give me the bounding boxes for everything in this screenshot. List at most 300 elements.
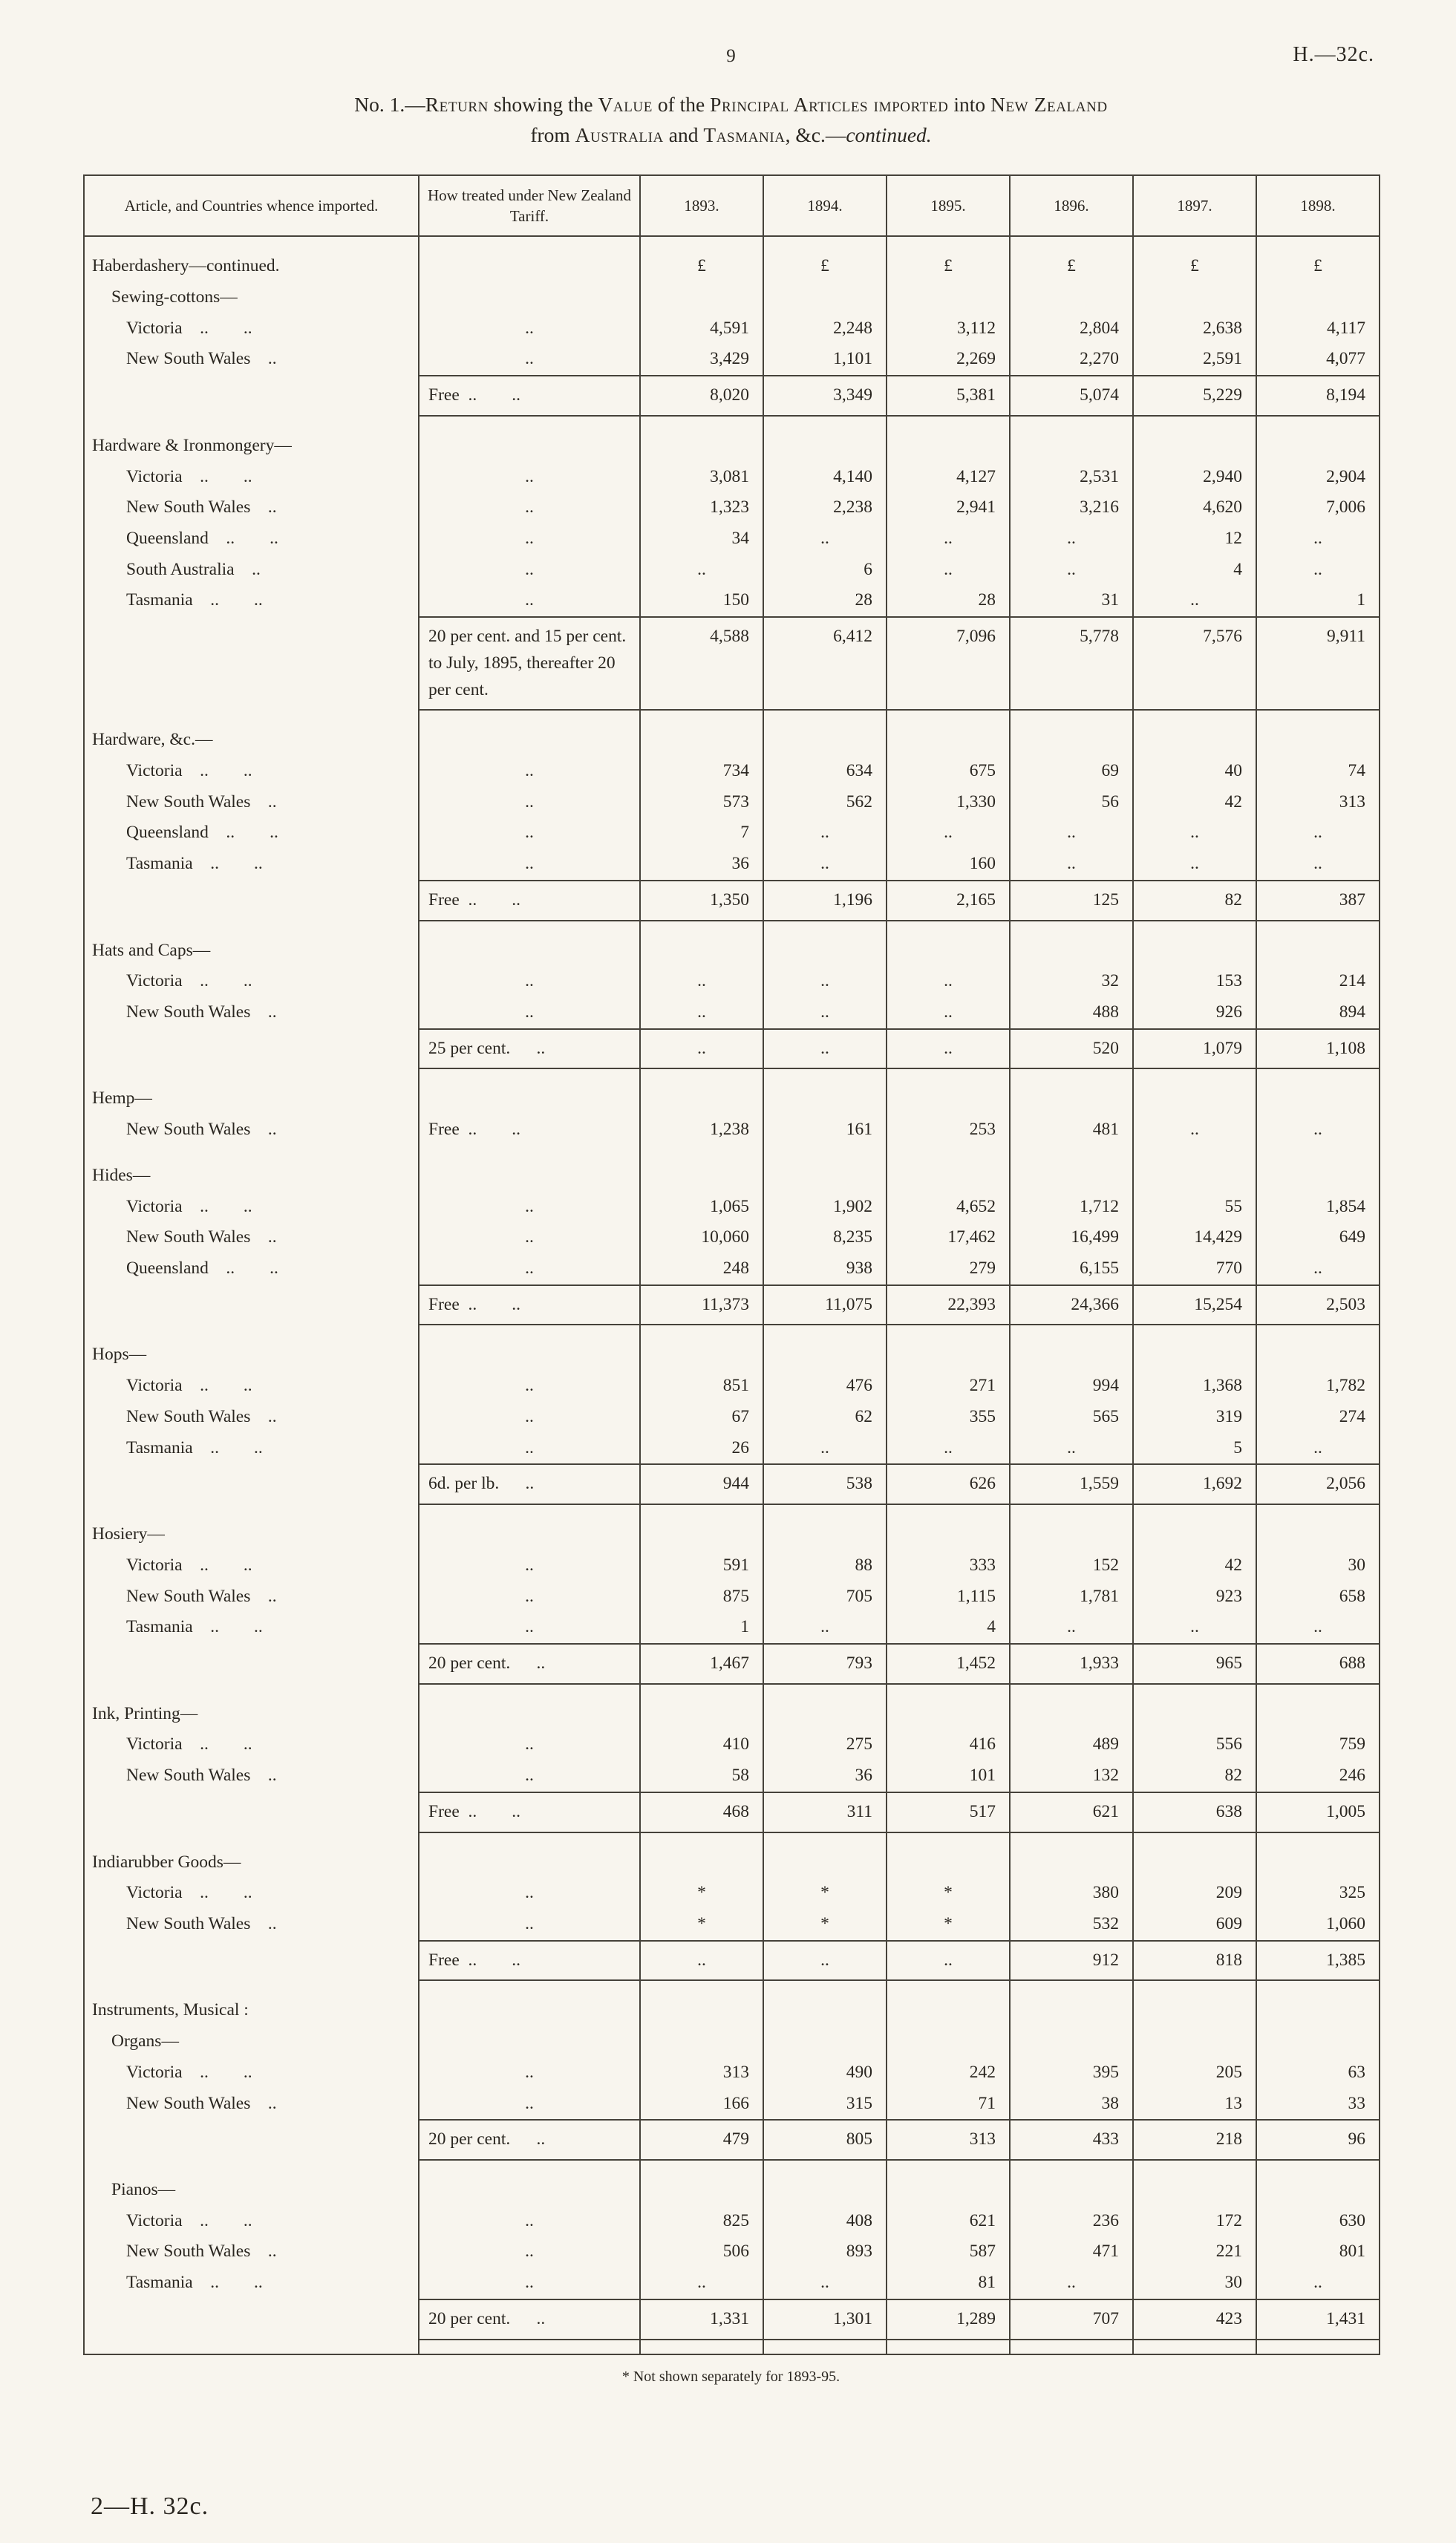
value-cell	[1256, 1699, 1380, 1730]
value-cell: 2,591	[1133, 344, 1256, 376]
value-cell	[763, 1146, 887, 1160]
value-cell: 71	[887, 2089, 1010, 2121]
value-cell: 5	[1133, 1433, 1256, 1465]
article-cell	[84, 1325, 419, 1339]
value-cell	[887, 1504, 1010, 1519]
tariff-cell: ..	[419, 462, 640, 493]
tariff-cell	[419, 1832, 640, 1847]
value-cell	[887, 1995, 1010, 2026]
value-cell: 1,431	[1256, 2299, 1380, 2340]
table-row	[84, 787, 1380, 818]
value-cell: 161	[763, 1114, 887, 1146]
value-cell	[1010, 416, 1133, 431]
table-gap-row	[84, 416, 1380, 431]
article-cell	[84, 1068, 419, 1083]
value-cell	[1133, 1146, 1256, 1160]
article-cell	[84, 1285, 419, 1325]
title-segment: showing the	[489, 93, 598, 116]
tariff-cell	[419, 1519, 640, 1550]
value-cell	[887, 2026, 1010, 2057]
value-cell	[1133, 1519, 1256, 1550]
value-cell: ..	[1256, 817, 1380, 849]
article-cell: Victoria .. ..	[126, 1376, 252, 1396]
value-cell	[887, 1832, 1010, 1847]
table-row	[84, 881, 1380, 921]
value-cell	[763, 1980, 887, 1995]
article-cell	[84, 236, 419, 251]
value-cell: £	[887, 251, 1010, 282]
value-cell	[640, 710, 763, 725]
value-cell	[763, 1832, 887, 1847]
value-cell	[640, 1847, 763, 1878]
tariff-cell	[419, 1325, 640, 1339]
article-cell: Pianos—	[111, 2180, 176, 2199]
value-cell: 8,194	[1256, 376, 1380, 416]
table-row	[84, 1941, 1380, 1981]
value-cell: 1,065	[640, 1192, 763, 1223]
value-cell	[1133, 1847, 1256, 1878]
table-row	[84, 1792, 1380, 1832]
value-cell: 2,940	[1133, 462, 1256, 493]
value-cell	[887, 1847, 1010, 1878]
value-cell: ..	[887, 1433, 1010, 1465]
value-cell: 4,140	[763, 462, 887, 493]
value-cell	[1256, 236, 1380, 251]
article-cell: New South Wales ..	[126, 1766, 277, 1786]
value-cell: 4,077	[1256, 344, 1380, 376]
article-cell	[84, 2340, 419, 2354]
value-cell: 4,127	[887, 462, 1010, 493]
table-row	[84, 2026, 1380, 2057]
tariff-cell	[419, 2160, 640, 2175]
value-cell: £	[763, 251, 887, 282]
value-cell	[1010, 2175, 1133, 2206]
value-cell: 2,238	[763, 492, 887, 523]
table-row	[84, 1729, 1380, 1760]
value-cell: ..	[1010, 1433, 1133, 1465]
value-cell	[640, 921, 763, 936]
value-cell	[1133, 725, 1256, 756]
article-cell	[84, 1504, 419, 1519]
tariff-cell: ..	[419, 1222, 640, 1253]
value-cell	[763, 416, 887, 431]
value-cell: *	[887, 1909, 1010, 1941]
return-title	[83, 89, 1379, 151]
value-cell	[1010, 725, 1133, 756]
article-cell	[84, 2120, 419, 2160]
table-row	[84, 997, 1380, 1029]
tariff-cell: ..	[419, 2089, 640, 2121]
title-segment: continued.	[846, 123, 932, 147]
value-cell: 6,155	[1010, 1253, 1133, 1285]
tariff-cell: ..	[419, 2268, 640, 2299]
tariff-cell: Free .. ..	[419, 1792, 640, 1832]
value-cell: 1,331	[640, 2299, 763, 2340]
tariff-cell: ..	[419, 1371, 640, 1402]
value-cell: ..	[640, 997, 763, 1029]
value-cell: 3,216	[1010, 492, 1133, 523]
value-cell	[763, 1068, 887, 1083]
value-cell	[887, 1684, 1010, 1699]
value-cell	[887, 431, 1010, 462]
value-cell: 221	[1133, 2236, 1256, 2268]
page-header	[83, 43, 1379, 73]
value-cell: ..	[763, 2268, 887, 2299]
article-cell	[84, 1832, 419, 1847]
article-cell: Instruments, Musical :	[92, 2000, 249, 2020]
value-cell	[1010, 1995, 1133, 2026]
value-cell: 2,165	[887, 881, 1010, 921]
value-cell: 7	[640, 817, 763, 849]
value-cell	[763, 282, 887, 313]
title-segment: into	[948, 93, 990, 116]
table-row	[84, 1612, 1380, 1644]
title-segment: Australia	[575, 123, 664, 147]
value-cell	[763, 236, 887, 251]
table-row	[84, 1371, 1380, 1402]
tariff-cell	[419, 1068, 640, 1083]
col-header-1896: 1896.	[1010, 175, 1133, 237]
value-cell: 1,289	[887, 2299, 1010, 2340]
tariff-cell: ..	[419, 966, 640, 997]
table-row	[84, 725, 1380, 756]
article-cell: New South Wales ..	[126, 349, 277, 369]
value-cell: 5,381	[887, 376, 1010, 416]
value-cell	[887, 2340, 1010, 2354]
value-cell: 912	[1010, 1941, 1133, 1981]
value-cell: 319	[1133, 1402, 1256, 1433]
value-cell: 333	[887, 1550, 1010, 1581]
value-cell	[1010, 921, 1133, 936]
tariff-cell: ..	[419, 492, 640, 523]
value-cell	[1256, 936, 1380, 967]
value-cell: ..	[1256, 1253, 1380, 1285]
article-cell: New South Wales ..	[126, 2242, 277, 2262]
table-row	[84, 523, 1380, 555]
value-cell: 1,712	[1010, 1192, 1133, 1223]
value-cell: 160	[887, 849, 1010, 881]
value-cell	[763, 2175, 887, 2206]
value-cell	[887, 921, 1010, 936]
tariff-cell: 20 per cent. and 15 per cent. to July, 1895, thereafter 20 per cent.	[419, 617, 640, 710]
table-gap-row	[84, 1146, 1380, 1160]
value-cell: 1,467	[640, 1644, 763, 1684]
value-cell	[763, 1847, 887, 1878]
value-cell: 205	[1133, 2057, 1256, 2089]
value-cell: ..	[640, 966, 763, 997]
tariff-cell: ..	[419, 344, 640, 376]
table-row	[84, 2057, 1380, 2089]
value-cell	[640, 1980, 763, 1995]
table-row	[84, 1433, 1380, 1465]
value-cell: 28	[887, 585, 1010, 617]
table-gap-row	[84, 1325, 1380, 1339]
tariff-cell	[419, 251, 640, 282]
value-cell	[887, 1083, 1010, 1114]
value-cell: 11,373	[640, 1285, 763, 1325]
value-cell: 8,235	[763, 1222, 887, 1253]
value-cell: ..	[1010, 1612, 1133, 1644]
tariff-cell: 25 per cent. ..	[419, 1029, 640, 1069]
article-cell: Victoria .. ..	[126, 1555, 252, 1575]
value-cell	[640, 2175, 763, 2206]
title-segment: Principal Articles imported	[710, 93, 949, 116]
value-cell	[1010, 1980, 1133, 1995]
value-cell: 1,559	[1010, 1464, 1133, 1504]
value-cell: 770	[1133, 1253, 1256, 1285]
value-cell: 2,904	[1256, 462, 1380, 493]
value-cell: 4	[887, 1612, 1010, 1644]
value-cell: ..	[887, 997, 1010, 1029]
value-cell	[1010, 1684, 1133, 1699]
title-segment: of the	[652, 93, 711, 116]
value-cell: 15,254	[1133, 1285, 1256, 1325]
article-cell: Victoria .. ..	[126, 971, 252, 991]
value-cell	[1133, 2175, 1256, 2206]
value-cell: ..	[1256, 849, 1380, 881]
article-cell: Indiarubber Goods—	[92, 1852, 241, 1872]
table-row	[84, 431, 1380, 462]
article-cell: New South Wales ..	[126, 1227, 277, 1247]
value-cell: 55	[1133, 1192, 1256, 1223]
value-cell	[1010, 2160, 1133, 2175]
value-cell: 395	[1010, 2057, 1133, 2089]
value-cell: 275	[763, 1729, 887, 1760]
value-cell	[1133, 1832, 1256, 1847]
value-cell	[640, 1146, 763, 1160]
value-cell: ..	[1010, 817, 1133, 849]
title-line-1	[83, 89, 1379, 120]
tariff-cell: Free .. ..	[419, 881, 640, 921]
value-cell	[887, 416, 1010, 431]
value-cell	[1133, 1995, 1256, 2026]
tariff-cell	[419, 1980, 640, 1995]
value-cell: 938	[763, 1253, 887, 1285]
article-cell: Tasmania .. ..	[126, 1437, 263, 1457]
value-cell	[1010, 1083, 1133, 1114]
table-row	[84, 251, 1380, 282]
value-cell: 1,238	[640, 1114, 763, 1146]
tariff-cell	[419, 725, 640, 756]
value-cell	[1256, 1068, 1380, 1083]
value-cell: ..	[887, 966, 1010, 997]
table-row	[84, 1519, 1380, 1550]
value-cell	[1133, 1083, 1256, 1114]
table-row	[84, 849, 1380, 881]
table-row	[84, 1878, 1380, 1909]
tariff-cell	[419, 1504, 640, 1519]
value-cell: 313	[1256, 787, 1380, 818]
value-cell: 1,060	[1256, 1909, 1380, 1941]
value-cell: 8,020	[640, 376, 763, 416]
value-cell	[887, 236, 1010, 251]
value-cell	[640, 1995, 763, 2026]
tariff-cell: Free .. ..	[419, 1285, 640, 1325]
value-cell: 1,350	[640, 881, 763, 921]
value-cell: 587	[887, 2236, 1010, 2268]
value-cell	[1133, 282, 1256, 313]
tariff-cell: Free .. ..	[419, 376, 640, 416]
value-cell: 7,576	[1133, 617, 1256, 710]
tariff-cell: ..	[419, 2236, 640, 2268]
value-cell: 759	[1256, 1729, 1380, 1760]
value-cell: 591	[640, 1550, 763, 1581]
article-cell	[84, 1684, 419, 1699]
tariff-cell	[419, 936, 640, 967]
value-cell	[1010, 1160, 1133, 1192]
value-cell	[763, 1684, 887, 1699]
value-cell	[1010, 1847, 1133, 1878]
value-cell	[763, 2160, 887, 2175]
value-cell	[887, 2160, 1010, 2175]
value-cell: 2,804	[1010, 313, 1133, 345]
table-gap-row	[84, 1980, 1380, 1995]
value-cell: 649	[1256, 1222, 1380, 1253]
value-cell: 271	[887, 1371, 1010, 1402]
return-table	[83, 174, 1380, 2355]
value-cell: 479	[640, 2120, 763, 2160]
tariff-cell	[419, 1146, 640, 1160]
value-cell: 81	[887, 2268, 1010, 2299]
value-cell	[1256, 2340, 1380, 2354]
value-cell	[1256, 921, 1380, 936]
value-cell: 562	[763, 787, 887, 818]
tariff-cell: ..	[419, 1729, 640, 1760]
article-cell: Queensland .. ..	[126, 1259, 278, 1279]
value-cell: 3,349	[763, 376, 887, 416]
value-cell	[1133, 1339, 1256, 1371]
value-cell	[640, 1325, 763, 1339]
value-cell	[1133, 2026, 1256, 2057]
table-row	[84, 1222, 1380, 1253]
value-cell	[1133, 936, 1256, 967]
table-row	[84, 2299, 1380, 2340]
value-cell: 3,112	[887, 313, 1010, 345]
value-cell: ..	[763, 817, 887, 849]
value-cell	[640, 431, 763, 462]
value-cell: 150	[640, 585, 763, 617]
value-cell: ..	[640, 1029, 763, 1069]
value-cell	[887, 1699, 1010, 1730]
article-cell: Queensland .. ..	[126, 528, 278, 548]
value-cell: 1,079	[1133, 1029, 1256, 1069]
table-row	[84, 1644, 1380, 1684]
value-cell: 471	[1010, 2236, 1133, 2268]
value-cell: 7,096	[887, 617, 1010, 710]
tariff-cell	[419, 2175, 640, 2206]
value-cell: 1,933	[1010, 1644, 1133, 1684]
article-cell: New South Wales ..	[126, 1913, 277, 1933]
value-cell	[763, 725, 887, 756]
value-cell: 82	[1133, 881, 1256, 921]
value-cell: 818	[1133, 1941, 1256, 1981]
table-row	[84, 2120, 1380, 2160]
value-cell: 33	[1256, 2089, 1380, 2121]
value-cell: 793	[763, 1644, 887, 1684]
value-cell: 28	[763, 585, 887, 617]
col-header-1895: 1895.	[887, 175, 1010, 237]
value-cell	[1256, 1160, 1380, 1192]
value-cell: 705	[763, 1581, 887, 1613]
value-cell: 253	[887, 1114, 1010, 1146]
tariff-cell: ..	[419, 817, 640, 849]
tariff-cell: 20 per cent. ..	[419, 2299, 640, 2340]
value-cell: 517	[887, 1792, 1010, 1832]
table-gap-row	[84, 1684, 1380, 1699]
value-cell: 387	[1256, 881, 1380, 921]
footer-reference: 2—H. 32c.	[91, 2493, 209, 2520]
value-cell	[1010, 1519, 1133, 1550]
tariff-cell	[419, 1995, 640, 2026]
value-cell	[1010, 2026, 1133, 2057]
value-cell	[763, 1339, 887, 1371]
tariff-cell: ..	[419, 787, 640, 818]
value-cell: 965	[1133, 1644, 1256, 1684]
value-cell: 1,854	[1256, 1192, 1380, 1223]
value-cell: *	[763, 1878, 887, 1909]
table-header-row	[84, 175, 1380, 237]
article-cell: Hardware & Ironmongery—	[92, 435, 292, 455]
value-cell: ..	[763, 1941, 887, 1981]
value-cell	[640, 1068, 763, 1083]
value-cell	[640, 1339, 763, 1371]
value-cell	[640, 1832, 763, 1847]
value-cell	[887, 725, 1010, 756]
value-cell: 4,591	[640, 313, 763, 345]
value-cell: 274	[1256, 1402, 1380, 1433]
tariff-cell: ..	[419, 1581, 640, 1613]
article-cell: Queensland .. ..	[126, 823, 278, 843]
tariff-cell	[419, 1684, 640, 1699]
value-cell: ..	[640, 1941, 763, 1981]
value-cell: 40	[1133, 756, 1256, 787]
value-cell	[1133, 1504, 1256, 1519]
tariff-cell: ..	[419, 1402, 640, 1433]
table-gap-row	[84, 921, 1380, 936]
article-cell: Victoria .. ..	[126, 2210, 252, 2230]
value-cell	[640, 936, 763, 967]
value-cell	[763, 1995, 887, 2026]
value-cell	[887, 710, 1010, 725]
table-row	[84, 2206, 1380, 2237]
value-cell	[887, 1068, 1010, 1083]
tariff-cell	[419, 921, 640, 936]
table-gap-row	[84, 1832, 1380, 1847]
value-cell: ..	[1256, 523, 1380, 555]
tariff-cell	[419, 1083, 640, 1114]
value-cell: 626	[887, 1464, 1010, 1504]
value-cell: 58	[640, 1760, 763, 1792]
table-gap-row	[84, 710, 1380, 725]
article-cell: Hardware, &c.—	[92, 730, 213, 750]
value-cell: 2,248	[763, 313, 887, 345]
article-cell: New South Wales ..	[126, 1586, 277, 1606]
title-segment: from	[530, 123, 575, 147]
title-segment: and	[663, 123, 704, 147]
tariff-cell: ..	[419, 1909, 640, 1941]
value-cell: 172	[1133, 2206, 1256, 2237]
value-cell: ..	[1256, 555, 1380, 586]
value-cell: 707	[1010, 2299, 1133, 2340]
value-cell: *	[640, 1878, 763, 1909]
value-cell	[887, 1519, 1010, 1550]
article-cell: Victoria .. ..	[126, 1883, 252, 1903]
value-cell: £	[1133, 251, 1256, 282]
value-cell: 532	[1010, 1909, 1133, 1941]
article-cell: Tasmania .. ..	[126, 1617, 263, 1637]
article-cell	[84, 416, 419, 431]
table-row	[84, 1339, 1380, 1371]
